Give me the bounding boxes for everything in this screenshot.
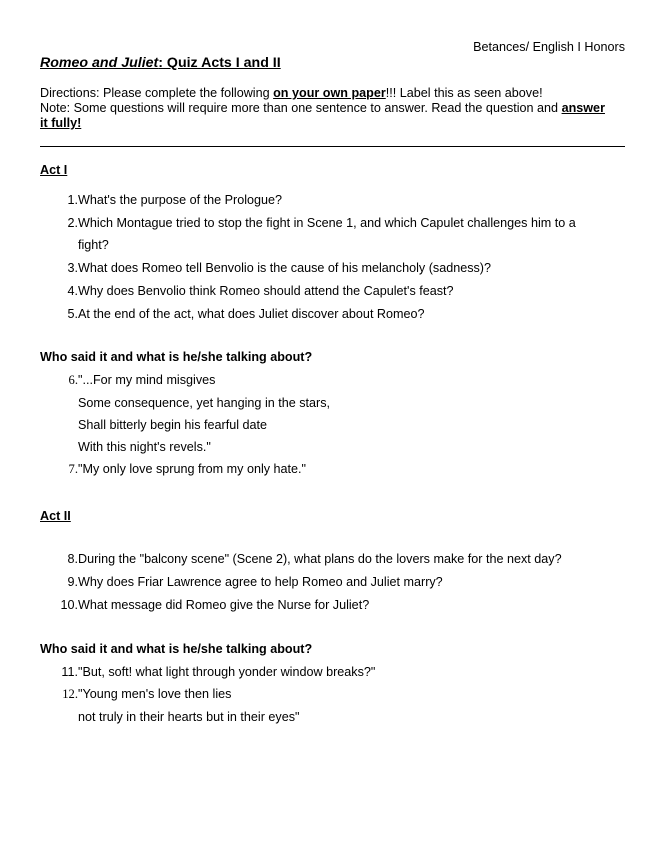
act1-quotes-heading: Who said it and what is he/she talking about? (40, 350, 313, 364)
directions-line-1 (40, 86, 630, 101)
divider-line (40, 146, 625, 147)
directions-line-2 (40, 101, 630, 116)
question-number: 4. (67, 284, 78, 298)
note-emphasis: it fully! (40, 116, 82, 130)
page-title (40, 55, 281, 71)
quote-line: With this night's revels." (78, 440, 211, 454)
quote-line: "But, soft! what light through yonder window breaks?" (78, 665, 376, 679)
note-text: Note: Some questions will require more than one sentence to answer. Read the question and (40, 101, 562, 115)
teacher-class-header: Betances/ English I Honors (473, 40, 625, 54)
question-item (58, 212, 618, 235)
act1-heading: Act I (40, 163, 68, 177)
question-number: 8. (67, 552, 78, 566)
question-item (58, 594, 618, 617)
act2-heading: Act II (40, 509, 71, 523)
question-item (58, 257, 618, 280)
question-number: 5. (67, 307, 78, 321)
question-number: 10. (60, 598, 78, 612)
quote-number: 7. (68, 462, 78, 476)
quote-number: 11. (61, 665, 78, 679)
question-text: What does Romeo tell Benvolio is the cause of his melancholy (sadness)? (78, 261, 492, 275)
question-number: 1. (67, 193, 78, 207)
quote-number: 6. (68, 373, 78, 387)
question-item (58, 189, 618, 212)
question-text: What message did Romeo give the Nurse for Juliet? (78, 598, 370, 612)
quote-line: "...For my mind misgives (78, 373, 216, 387)
quote-line: "My only love sprung from my only hate." (78, 462, 307, 476)
quote-item (58, 458, 618, 481)
question-continuation: fight? (78, 238, 109, 252)
directions (40, 86, 630, 131)
title-play-name: Romeo and Juliet (40, 55, 159, 71)
quote-item (58, 369, 618, 392)
act2-quotes-heading: Who said it and what is he/she talking about? (40, 642, 313, 656)
quote-number: 12. (62, 687, 78, 701)
directions-text: Directions: Please complete the following (40, 86, 274, 100)
question-number: 2. (67, 216, 78, 230)
directions-line-3 (40, 116, 630, 131)
question-text: Why does Benvolio think Romeo should attend the Capulet's feast? (78, 284, 454, 298)
question-number: 3. (67, 261, 78, 275)
quote-item (58, 661, 618, 684)
question-item (58, 571, 618, 594)
question-text: Why does Friar Lawrence agree to help Romeo and Juliet marry? (78, 575, 443, 589)
quote-item (58, 683, 618, 706)
quote-line: not truly in their hearts but in their eyes" (78, 710, 300, 724)
question-text: What's the purpose of the Prologue? (78, 193, 283, 207)
directions-emphasis: on your own paper (273, 86, 386, 100)
question-item (58, 303, 618, 326)
quote-line: "Young men's love then lies (78, 687, 232, 701)
note-emphasis: answer (561, 101, 605, 115)
question-text: Which Montague tried to stop the fight in Scene 1, and which Capulet challenges him to a (78, 216, 576, 230)
question-text: During the "balcony scene" (Scene 2), what plans do the lovers make for the next day? (78, 552, 562, 566)
question-text: At the end of the act, what does Juliet discover about Romeo? (78, 307, 425, 321)
question-item (58, 548, 618, 571)
quote-line: Some consequence, yet hanging in the stars, (78, 396, 331, 410)
quote-line: Shall bitterly begin his fearful date (78, 418, 268, 432)
question-number: 9. (67, 575, 78, 589)
directions-text: !!! Label this as seen above! (385, 86, 543, 100)
question-item (58, 280, 618, 303)
title-rest: : Quiz Acts I and II (158, 55, 281, 71)
